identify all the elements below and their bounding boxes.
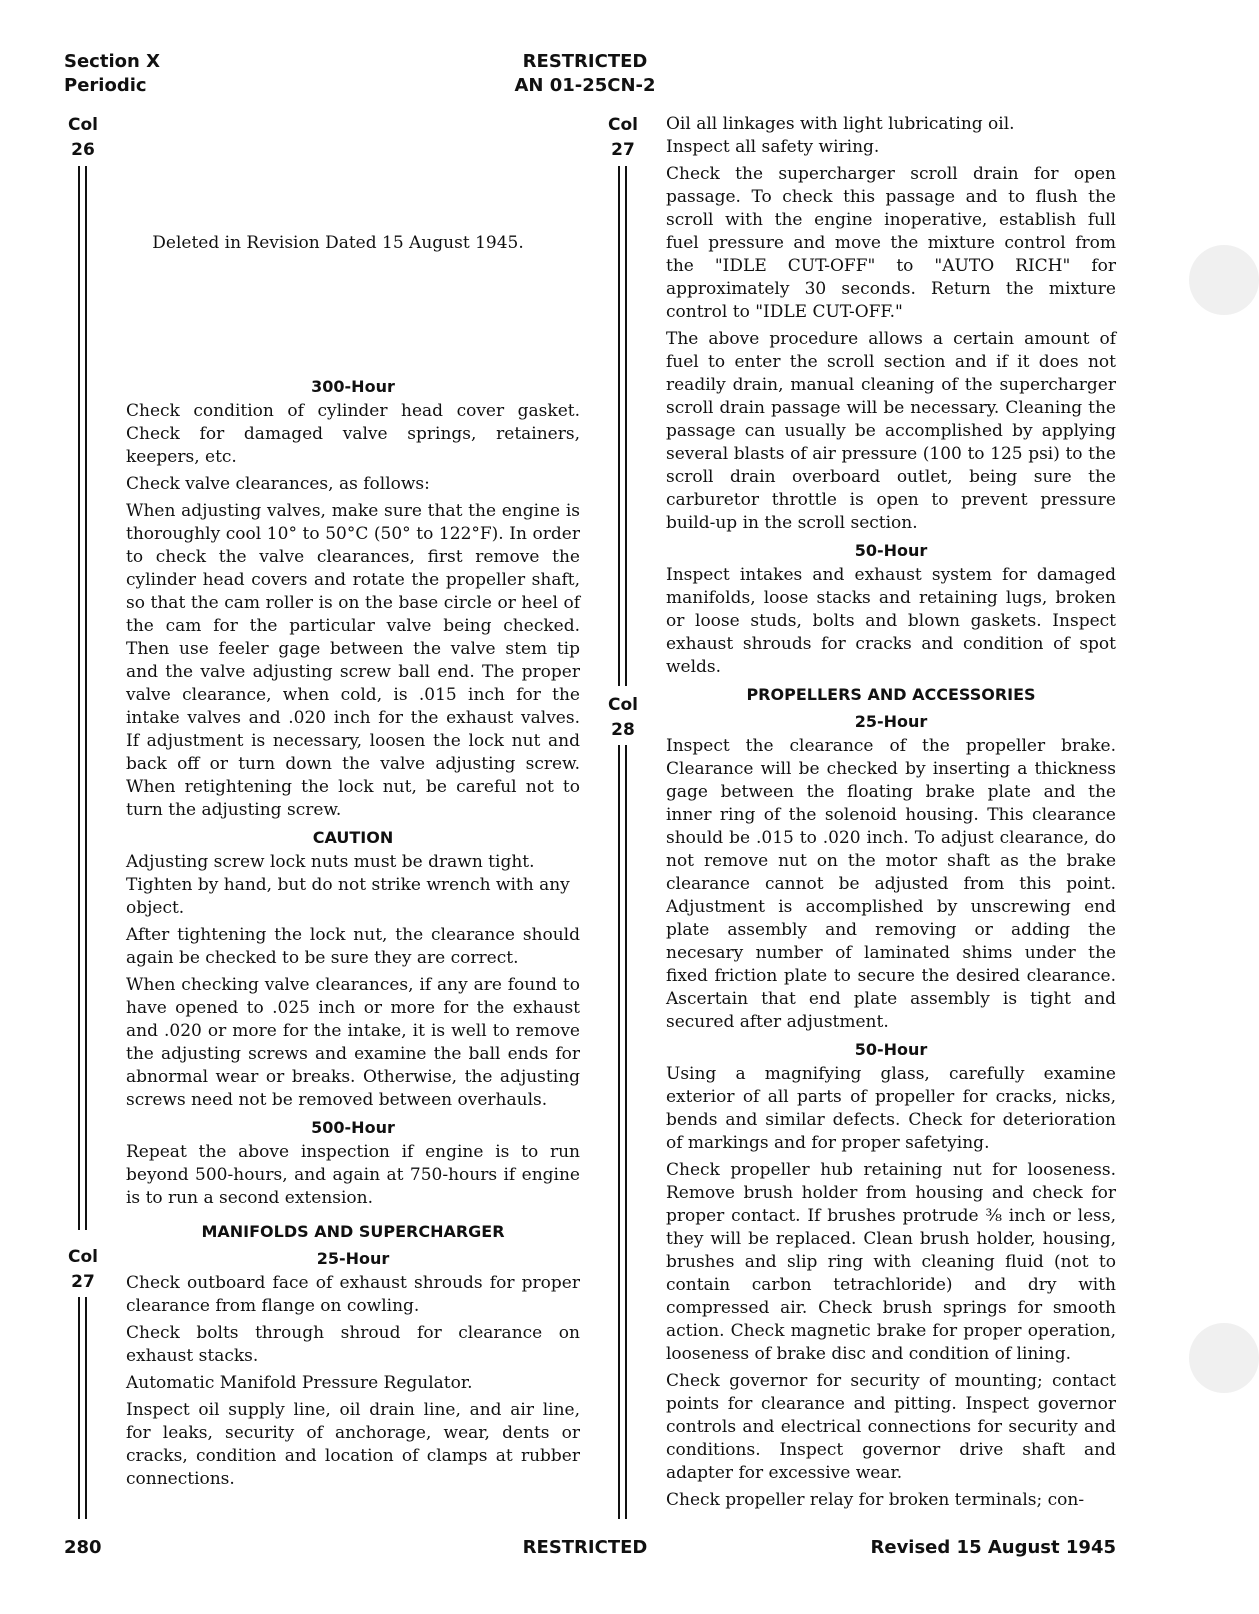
heading-50-hour: 50-Hour xyxy=(854,541,928,560)
paragraph: Inspect intakes and exhaust system for damaged manifolds, loose stacks and retaining lugs, broken or loose studs, bolts and blown gaskets. Inspect exhaust shrouds for cracks and condition of spot welds. xyxy=(666,565,1116,677)
paragraph: Repeat the above inspection if engine is to run beyond 500-hours, and again at 750-hours if engine is to run a second extension. xyxy=(126,1142,580,1208)
paragraph: Check the supercharger scroll drain for open passage. To check this passage and to flush the scroll with the engine inoperative, establish full fuel pressure and move the mixture control from the "IDLE CUT-OFF" to "AUTO RICH" for approximately 30 seconds. Return the mixture control to "IDLE CUT-OFF." xyxy=(666,164,1116,322)
subsection-label: Periodic xyxy=(64,75,147,96)
restricted-footer: RESTRICTED xyxy=(522,1537,648,1558)
heading-500-hour: 500-Hour xyxy=(311,1118,395,1137)
doc-number: AN 01-25CN-2 xyxy=(514,75,656,96)
right-column xyxy=(666,113,1116,1516)
col-marker-27-left: Col 27 xyxy=(68,1247,98,1292)
deleted-note: Deleted in Revision Dated 15 August 1945. xyxy=(152,233,524,253)
restricted-header: RESTRICTED xyxy=(522,51,648,72)
heading-manifolds: MANIFOLDS AND SUPERCHARGER xyxy=(201,1222,505,1241)
paragraph: Check propeller relay for broken terminals; con- xyxy=(666,1490,1085,1510)
paragraph: When checking valve clearances, if any are found to have opened to .025 inch or more for the exhaust and .020 or more for the intake, it is well to remove the adjusting screws and examine the ball ends for abnormal wear or breaks. Otherwise, the adjusting screws need not be removed between overhauls. xyxy=(126,975,580,1110)
paragraph: Inspect all safety wiring. xyxy=(666,137,880,157)
paragraph: Check condition of cylinder head cover gasket. Check for damaged valve springs, retainers, keepers, etc. xyxy=(126,401,580,467)
paragraph: Check propeller hub retaining nut for looseness. Remove brush holder from housing and check for proper contact. If brushes protrude ⅜ inch or less, they will be replaced. Clean brush holder, housing, brushes and slip ring with cleaning fluid (not to contain carbon tetrachloride) and dry with compressed air. Check brush springs for smooth action. Check magnetic brake for proper operation, looseness of brake disc and condition of lining. xyxy=(666,1160,1116,1364)
paragraph: Check outboard face of exhaust shrouds for proper clearance from flange on cowling. xyxy=(126,1273,580,1316)
left-column xyxy=(126,232,580,1495)
paragraph: The above procedure allows a certain amount of fuel to enter the scroll section and if it does not readily drain, manual cleaning of the supercharger scroll drain passage will be necessary. Cleaning the passage can usually be accomplished by applying several blasts of air pressure (100 to 125 psi) to the scroll drain overboard outlet, being sure the carburetor throttle is open to prevent pressure build-up in the scroll section. xyxy=(666,329,1116,533)
paragraph: Oil all linkages with light lubricating oil. xyxy=(666,114,1015,134)
change-bar-right-28 xyxy=(616,745,630,1519)
punch-hole xyxy=(1189,245,1259,315)
paragraph: Using a magnifying glass, carefully examine exterior of all parts of propeller for cracks, nicks, bends and similar defects. Check for deterioration of markings and for proper safetying. xyxy=(666,1064,1116,1153)
heading-25-hour: 25-Hour xyxy=(316,1249,390,1268)
heading-25-hour: 25-Hour xyxy=(854,712,928,731)
punch-hole xyxy=(1189,1323,1259,1393)
change-bar-left-27 xyxy=(76,1297,90,1519)
revised-date: Revised 15 August 1945 xyxy=(870,1537,1116,1558)
paragraph: Inspect oil supply line, oil drain line, and air line, for leaks, security of anchorage, wear, dents or cracks, condition and location of clamps at rubber connections. xyxy=(126,1400,580,1489)
paragraph: Inspect the clearance of the propeller brake. Clearance will be checked by inserting a thickness gage between the floating brake plate and the inner ring of the solenoid housing. This clearance should be .015 to .020 inch. To adjust clearance, do not remove nut on the motor shaft as the brake clearance cannot be adjusted from this point. Adjustment is accomplished by unscrewing end plate assembly and removing or adding the necesary number of laminated shims under the fixed friction plate to secure the desired clearance. Ascertain that end plate assembly is tight and secured after adjustment. xyxy=(666,736,1116,1032)
paragraph: Check governor for security of mounting; contact points for clearance and pitting. Inspect governor controls and electrical connections for security and conditions. Inspect governor drive shaft and adapter for excessive wear. xyxy=(666,1371,1116,1483)
paragraph: After tightening the lock nut, the clearance should again be checked to be sure they are correct. xyxy=(126,925,580,968)
heading-propellers: PROPELLERS AND ACCESSORIES xyxy=(746,685,1036,704)
heading-50-hour: 50-Hour xyxy=(854,1040,928,1059)
caution-heading: CAUTION xyxy=(312,828,394,847)
paragraph: Check valve clearances, as follows: xyxy=(126,474,430,494)
page-number: 280 xyxy=(64,1537,102,1558)
heading-300-hour: 300-Hour xyxy=(311,377,395,396)
section-label: Section X xyxy=(64,51,160,72)
caution-text: Adjusting screw lock nuts must be drawn tight. Tighten by hand, but do not strike wrench with any object. xyxy=(126,852,570,918)
col-marker-28: Col 28 xyxy=(608,695,638,740)
paragraph: When adjusting valves, make sure that the engine is thoroughly cool 10° to 50°C (50° to 122°F). In order to check the valve clearances, first remove the cylinder head covers and rotate the propeller shaft, so that the cam roller is on the base circle or heel of the cam for the particular valve being checked. Then use feeler gage between the valve stem tip and the valve adjusting screw ball end. The proper valve clearance, when cold, is .015 inch for the intake valves and .020 inch for the exhaust valves. If adjustment is necessary, loosen the lock nut and back off or turn down the valve adjusting screw. When retightening the lock nut, be careful not to turn the adjusting screw. xyxy=(126,501,580,820)
col-marker-27-right: Col 27 xyxy=(608,115,638,160)
paragraph: Automatic Manifold Pressure Regulator. xyxy=(126,1373,473,1393)
change-bar-left-26 xyxy=(76,166,90,1230)
change-bar-right-27 xyxy=(616,166,630,686)
paragraph: Check bolts through shroud for clearance on exhaust stacks. xyxy=(126,1323,580,1366)
col-marker-26: Col 26 xyxy=(68,115,98,160)
